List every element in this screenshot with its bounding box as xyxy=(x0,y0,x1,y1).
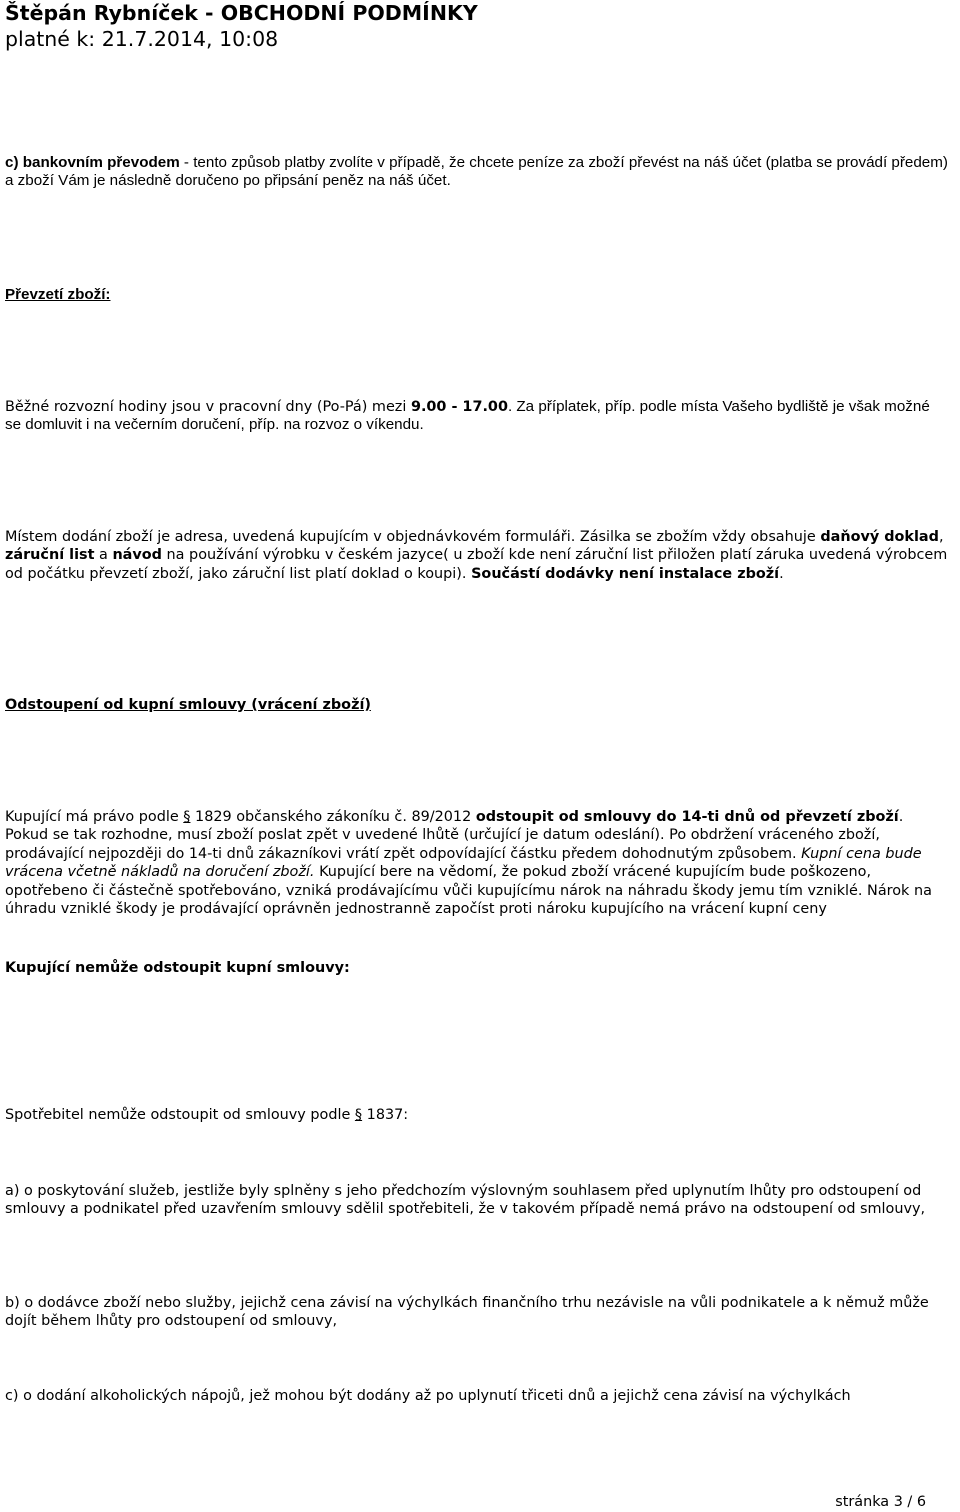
delivery-place-text-b: , xyxy=(938,529,944,545)
section-sign: § xyxy=(354,1107,363,1123)
delivery-place-tax-doc: daňový doklad xyxy=(820,529,939,545)
exception-item-c: c) o dodání alkoholických nápojů, jež mohou být dodány až po uplynutí třiceti dnů a jejichž cena závisí na výchylkách xyxy=(5,1388,851,1404)
delivery-hours-text-a: Běžné rozvozní hodiny jsou v pracovní dny (Po-Pá) mezi xyxy=(5,399,411,415)
delivery-heading-text: Převzetí zboží: xyxy=(5,286,111,303)
delivery-place-paragraph xyxy=(5,528,950,583)
bank-transfer-paragraph xyxy=(5,154,950,191)
document-title: Štěpán Rybníček - OBCHODNÍ PODMÍNKY xyxy=(5,1,478,25)
bank-transfer-text: - tento způsob platby zvolíte v případě, že chcete peníze za zboží převést na náš účet (platba se provádí předem) a zboží Vám je následně doručeno po připsání peněz na náš účet. xyxy=(5,154,948,190)
withdrawal-text-b: 1829 občanského zákoníku č. 89/2012 xyxy=(190,809,476,825)
withdrawal-text-c: . Pokud se tak rozhodne, musí zboží poslat zpět v uvedené lhůtě (určující je datum odeslání). Po obdržení vráceného zboží, prodávající nejpozději do 14-ti dnů zákazníkovi vrátí zpět odpovídající částku předem dohodnutým způsobem. xyxy=(5,809,904,862)
delivery-place-text-a: Místem dodání zboží je adresa, uvedená kupujícím v objednávkovém formuláři. Zásilka se zbožím vždy obsahuje xyxy=(5,529,821,545)
delivery-hours-text-b: . Za příplatek, příp. podle místa Vašeho bydliště je však možné se domluvit i na večerním doručení, příp. na rozvoz o víkendu. xyxy=(5,398,930,434)
delivery-place-warranty: záruční list xyxy=(5,547,95,564)
delivery-hours-time: 9.00 - 17.00 xyxy=(410,399,508,415)
delivery-place-no-install: Součástí dodávky není instalace zboží xyxy=(471,565,780,582)
delivery-place-text-c: a xyxy=(94,547,113,564)
page-number: stránka 3 / 6 xyxy=(835,1494,926,1510)
validity-date: platné k: 21.7.2014, 10:08 xyxy=(5,27,279,51)
withdrawal-right: odstoupit od smlouvy do 14-ti dnů od převzetí zboží xyxy=(475,809,899,825)
withdrawal-text-d: Kupující bere na vědomí, že pokud zboží vrácené kupujícím bude poškozeno, opotřebeno či částečně spotřebováno, vzniká prodávajícímu vůči kupujícímu nárok na náhradu škody jemu tím vzniklé. Nárok na úhradu vzniklé škody je prodávající oprávněn jednostranně započíst proti nároku kupujícího na vrácení kupní ceny xyxy=(5,864,932,918)
bank-transfer-term: c) bankovním převodem xyxy=(5,154,180,171)
delivery-place-text-d: na používání výrobku v českém jazyce( u zboží kde není záruční list přiložen platí záruka uvedená výrobcem od počátku převzetí zboží, jako záruční list platí doklad o koupi). xyxy=(5,547,948,582)
delivery-place-text-e: . xyxy=(779,565,784,582)
section-sign: § xyxy=(183,809,191,825)
withdrawal-heading xyxy=(5,696,950,714)
withdrawal-heading-text: Odstoupení od kupní smlouvy (vrácení zboží) xyxy=(5,697,371,713)
exception-item-a: a) o poskytování služeb, jestliže byly splněny s jeho předchozím výslovným souhlasem před uplynutím lhůty pro odstoupení od smlouvy a podnikatel před uzavřením smlouvy sdělil spotřebiteli, že v takovém případě nemá právo na odstoupení od smlouvy, xyxy=(5,1183,926,1218)
withdrawal-refund-note: Kupní cena bude vrácena včetně nákladů na doručení zboží. xyxy=(5,845,922,881)
delivery-heading xyxy=(5,286,950,304)
cannot-withdraw-heading-text: Kupující nemůže odstoupit kupní smlouvy: xyxy=(5,960,350,976)
withdrawal-text-a: Kupující má právo podle xyxy=(5,809,184,825)
consumer-paragraph xyxy=(5,1106,950,1124)
withdrawal-paragraph xyxy=(5,808,950,918)
delivery-hours-paragraph xyxy=(5,398,950,435)
consumer-text-a: Spotřebitel nemůže odstoupit od smlouvy podle xyxy=(5,1107,355,1123)
exception-item-b: b) o dodávce zboží nebo služby, jejichž cena závisí na výchylkách finančního trhu nezávisle na vůli podnikatele a k němuž může dojít během lhůty pro odstoupení od smlouvy, xyxy=(5,1295,929,1330)
consumer-text-b: 1837: xyxy=(362,1107,409,1123)
delivery-place-manual: návod xyxy=(112,547,162,564)
cannot-withdraw-heading xyxy=(5,959,950,977)
